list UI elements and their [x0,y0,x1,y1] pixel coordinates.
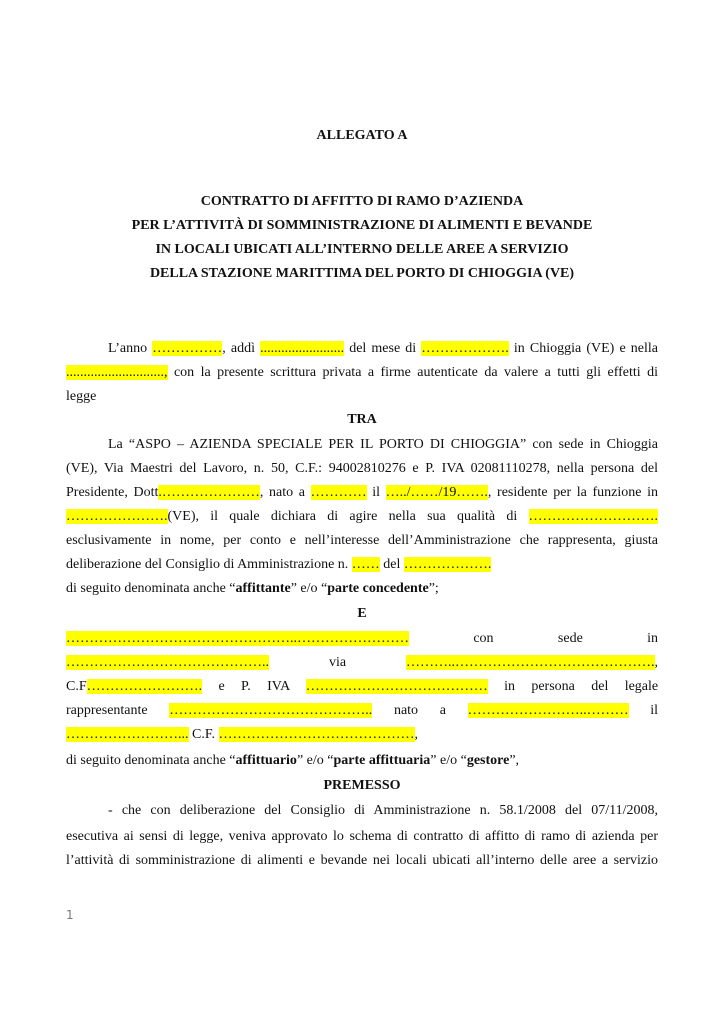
blank-field: …………………………………… [218,727,415,742]
paragraph-2-line-6: deliberazione del Consiglio di Amministrazione n. …… del ………………. [66,557,492,572]
paragraph-3-line-3: C.F……………………. e P. IVA ………………………………… in persona del legale [66,679,659,694]
blank-field: …… [351,557,380,572]
premesso-heading: PREMESSO [323,778,401,793]
paragraph-2-line-3: Presidente, Dott.…………………, nato a ………… il …../……/19……., residente per la funzione in [66,485,658,500]
paragraph-3-line-4: rappresentante …………………………………….. nato a ……………………..……… il [66,703,659,718]
title-line-2: PER L’ATTIVITÀ DI SOMMINISTRAZIONE DI ALIMENTI E BEVANDE [131,218,593,233]
paragraph-3-line-2: …………………………………….. via ………..……………………………………., [66,655,659,670]
blank-field: ………………………………… [305,679,488,694]
blank-field: ……………………..……… [467,703,629,718]
allegato-heading: ALLEGATO A [316,128,408,143]
blank-field: ………………. [403,557,492,572]
e-heading: E [357,606,367,621]
blank-field: ………………. [421,341,509,356]
title-line-1: CONTRATTO DI AFFITTO DI RAMO D’AZIENDA [200,194,524,209]
paragraph-1-line-1: L’anno ……………, addì ........................ del mese di ………………. in Chioggia (VE) e nella [108,341,658,356]
paragraph-2-line-4: ………………….(VE), il quale dichiara di agire nella sua qualità di ………………………. [66,509,658,524]
blank-field: ………… [310,485,367,500]
blank-field: ………..……………………………………. [406,655,655,670]
paragraph-2-line-5: esclusivamente in nome, per conto e nell’interesse dell’Amministrazione che rappresenta, giusta [66,533,658,548]
paragraph-4-line-2: esecutiva ai sensi di legge, veniva approvato lo schema di contratto di affitto di ramo di azienda per [66,829,658,844]
blank-field: .………………… [158,485,260,500]
blank-field: ………………………. [528,509,658,524]
blank-field: …../……/19……. [385,485,488,500]
paragraph-2-line-1: La “ASPO – AZIENDA SPECIALE PER IL PORTO DI CHIOGGIA” con sede in Chioggia [108,437,658,452]
paragraph-2-line-7: di seguito denominata anche “affittante” e/o “parte concedente”; [66,581,439,596]
paragraph-1-line-2: ............................, con la presente scrittura privata a firme autenticate da valere a tutti gli effetti di [66,365,658,380]
paragraph-4-line-3: l’attività di somministrazione di alimenti e bevande nei locali ubicati all’interno delle aree a servizio [66,853,658,868]
blank-field: ……………………. [86,679,203,694]
blank-field: ……………………... [66,727,189,742]
paragraph-1-line-3: legge [66,389,97,404]
title-line-3: IN LOCALI UBICATI ALL’INTERNO DELLE AREE A SERVIZIO [155,242,569,257]
paragraph-3-line-1: …………………………………………..…………………… con sede in [66,631,659,646]
tra-heading: TRA [347,412,377,427]
paragraph-3-line-6: di seguito denominata anche “affittuario” e/o “parte affittuaria” e/o “gestore”, [66,753,520,768]
blank-field: …………………………………….. [66,655,269,670]
title-line-4: DELLA STAZIONE MARITTIMA DEL PORTO DI CHIOGGIA (VE) [149,266,575,281]
paragraph-4-line-1: - che con deliberazione del Consiglio di Amministrazione n. 58.1/2008 del 07/11/2008, [108,803,658,818]
paragraph-3-line-5: ……………………... C.F. ……………………………………, [66,727,419,742]
blank-field: …………… [152,341,223,356]
blank-field: …………………. [66,509,168,524]
blank-field: ........................ [260,341,345,356]
blank-field: …………………………………………..…………………… [66,631,409,646]
page-number: 1 [66,908,74,922]
blank-field: ............................, [66,365,168,380]
paragraph-2-line-2: (VE), Via Maestri del Lavoro, n. 50, C.F.: 94002810276 e P. IVA 02081110278, nella persona del [66,461,658,476]
blank-field: …………………………………….. [169,703,373,718]
